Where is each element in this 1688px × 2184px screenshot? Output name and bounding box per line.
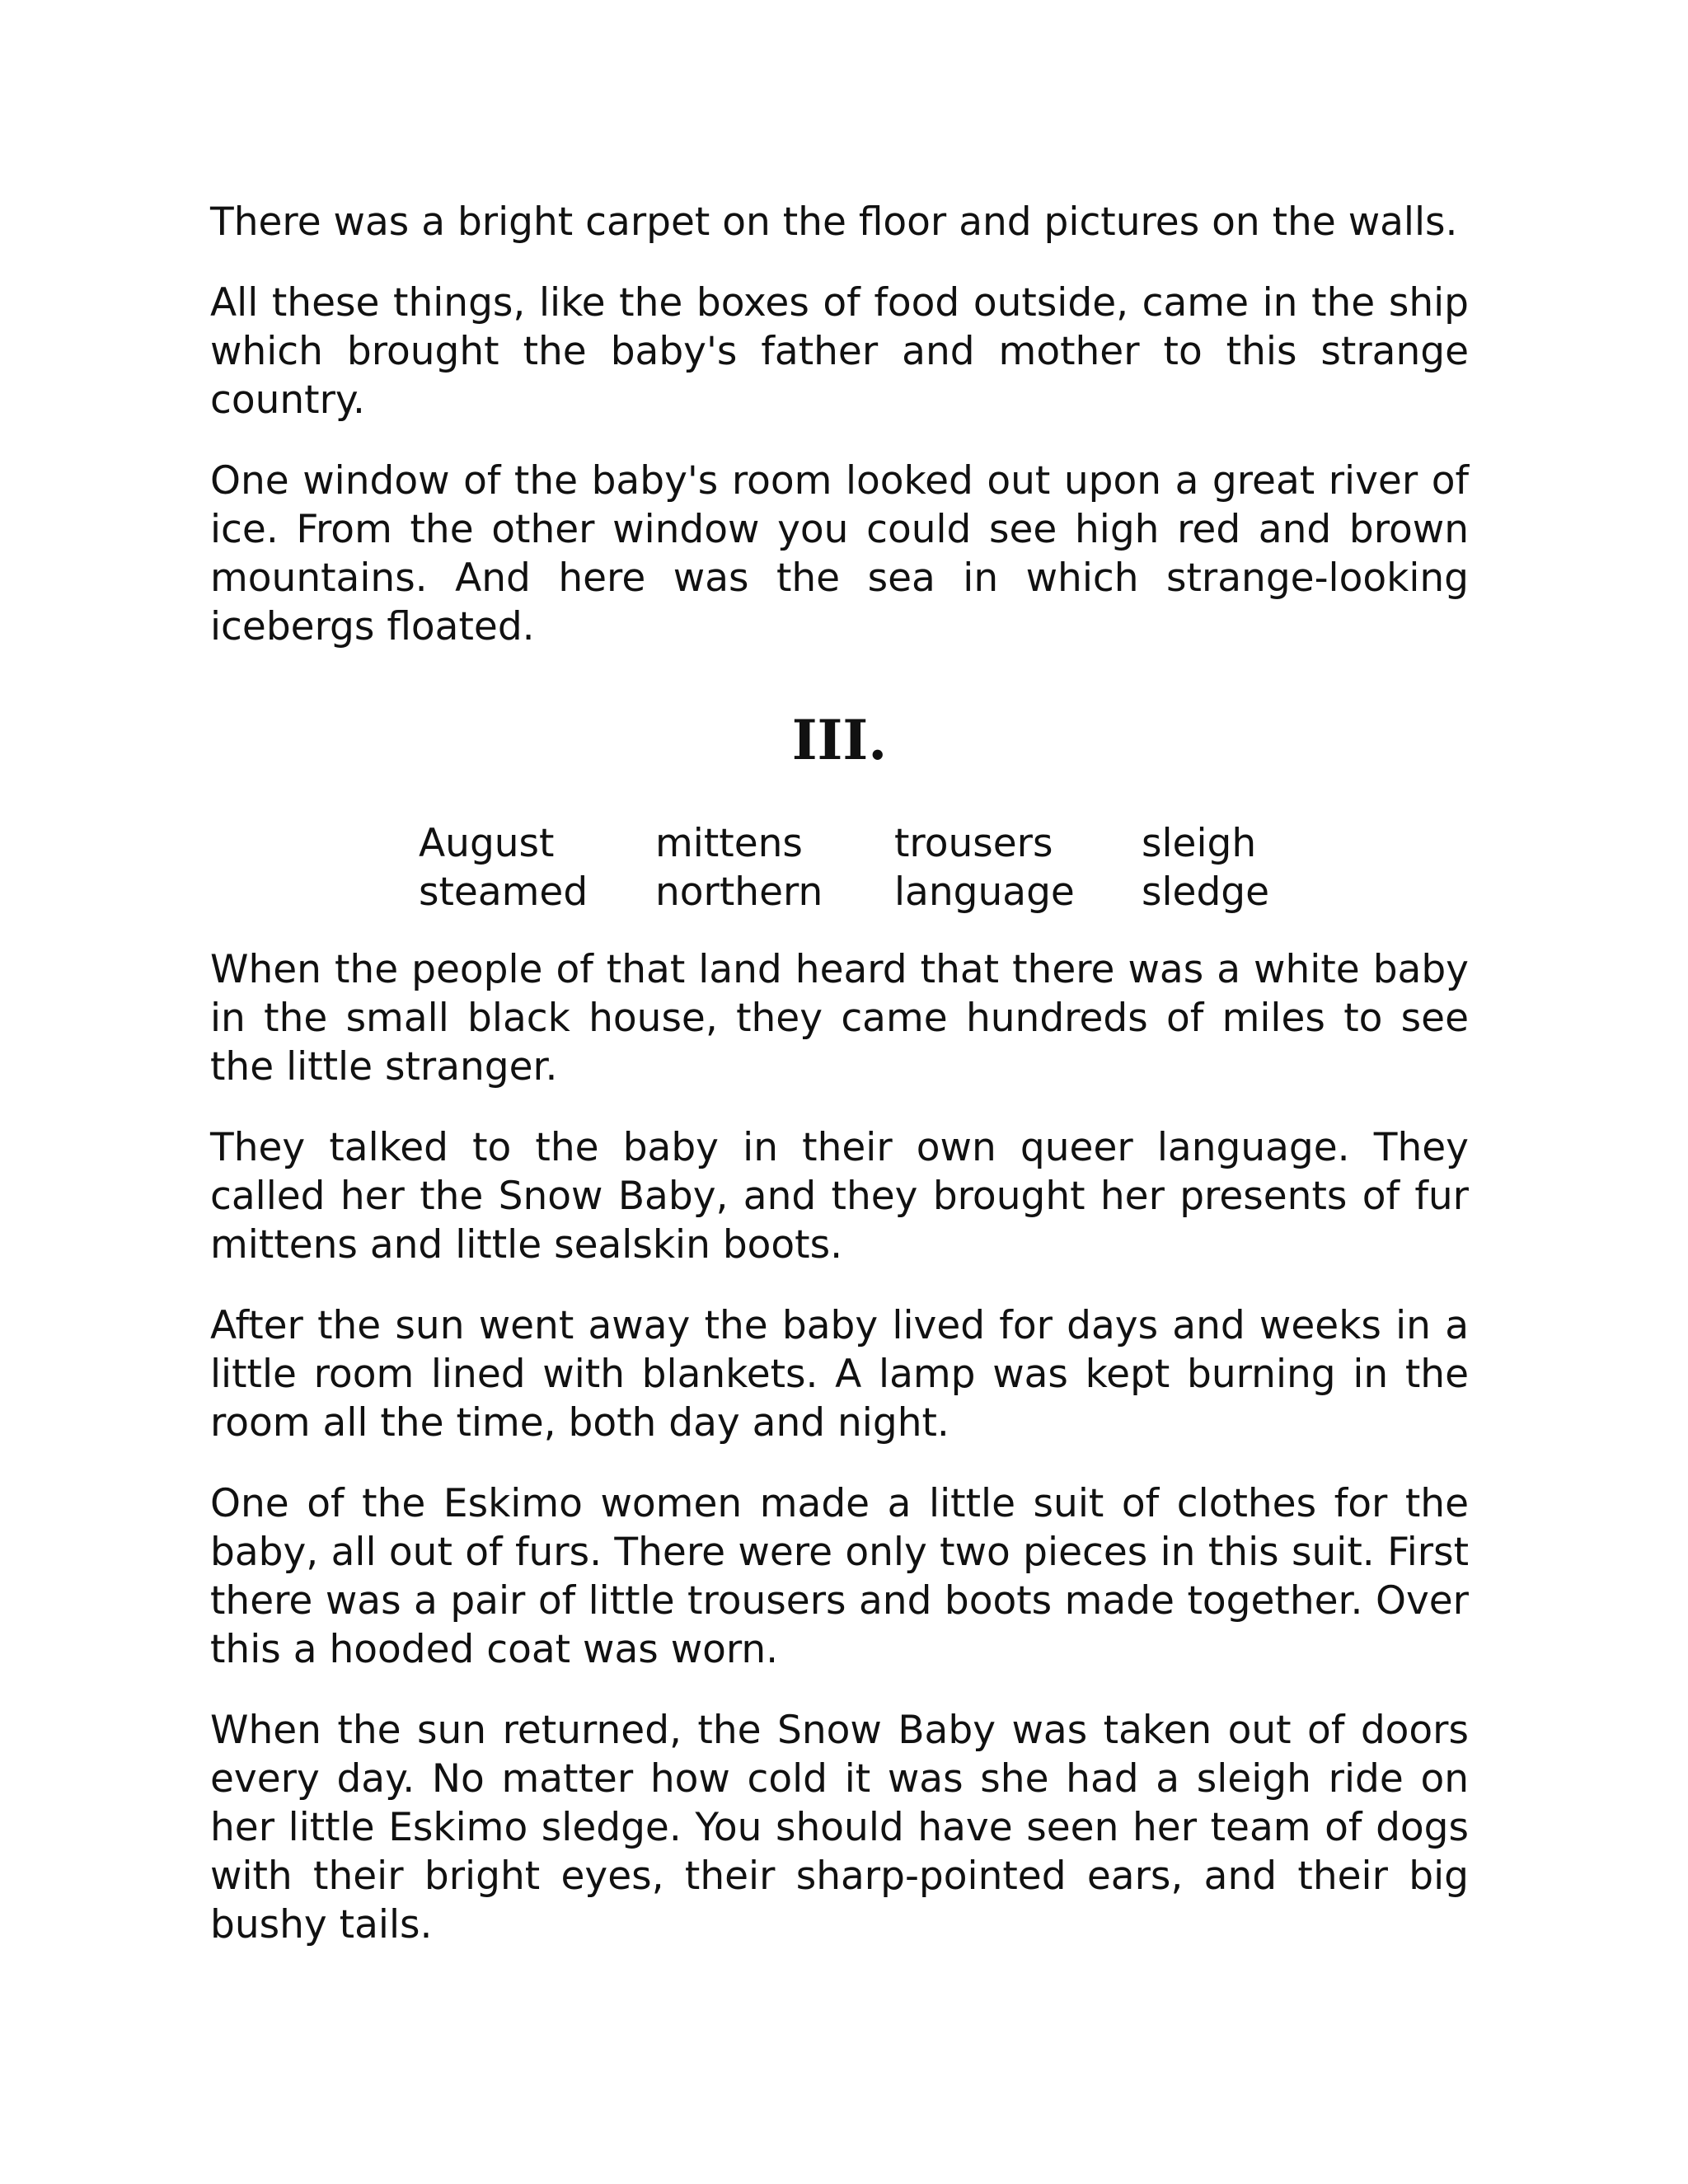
page-content	[210, 198, 1469, 1949]
vocabulary-word: sledge	[1142, 869, 1270, 915]
paragraph-lamp-room: After the sun went away the baby lived for days and weeks in a little room lined with blankets. A lamp was kept burning in the room all the time, both day and night.	[210, 1303, 1469, 1446]
vocabulary-row	[419, 868, 1269, 916]
paragraph-windows: One window of the baby's room looked out upon a great river of ice. From the other window you could see high red and brown mountains. And here was the sea in which strange-looking icebergs floated.	[210, 458, 1469, 649]
paragraph-snow-baby: They talked to the baby in their own queer language. They called her the Snow Baby, and they brought her presents of fur mittens and little sealskin boots.	[210, 1125, 1469, 1268]
paragraph-carpet: There was a bright carpet on the floor and pictures on the walls.	[210, 199, 1458, 245]
vocabulary-word: sleigh	[1142, 821, 1257, 866]
paragraph-white-baby: When the people of that land heard that there was a white baby in the small black house, they came hundreds of miles to see the little stranger.	[210, 947, 1469, 1090]
paragraph-ship: All these things, like the boxes of food outside, came in the ship which brought the baby's father and mother to this strange country.	[210, 280, 1469, 423]
vocabulary-word: trousers	[894, 821, 1053, 866]
vocabulary-word: northern	[655, 869, 823, 915]
vocabulary-word: mittens	[655, 821, 803, 866]
vocabulary-word: steamed	[419, 869, 588, 915]
paragraph-sleigh-ride: When the sun returned, the Snow Baby was taken out of doors every day. No matter how cold it was she had a sleigh ride on her little Eskimo sledge. You should have seen her team of dogs with their bright eyes, their sharp-pointed ears, and their big bushy tails.	[210, 1708, 1469, 1947]
vocabulary-word: language	[894, 869, 1075, 915]
vocabulary-word: August	[419, 821, 555, 866]
vocabulary-row	[419, 819, 1269, 868]
vocabulary-table	[419, 819, 1269, 916]
paragraph-fur-suit: One of the Eskimo women made a little suit of clothes for the baby, all out of furs. There were only two pieces in this suit. First there was a pair of little trousers and boots made together. Over this a hooded coat was worn.	[210, 1481, 1469, 1672]
section-heading: III.	[791, 708, 888, 772]
